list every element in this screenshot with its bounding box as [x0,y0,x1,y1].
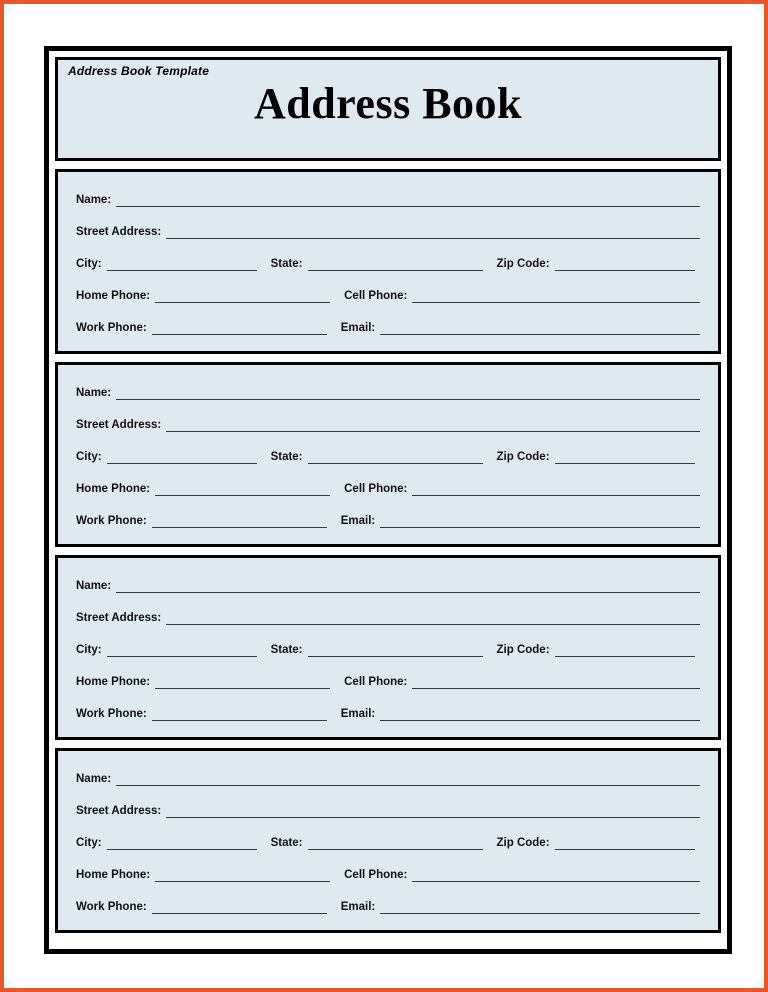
home-phone-input[interactable] [155,868,330,882]
template-label: Address Book Template [68,64,210,78]
document-header [55,57,721,161]
email-label: Email: [340,515,376,527]
field-row-home-cell-phone [76,286,700,303]
address-entry [55,555,721,740]
name-input[interactable] [116,579,700,593]
cell-phone-label: Cell Phone: [344,676,408,688]
cell-phone-label: Cell Phone: [344,290,408,302]
field-row-city-state-zip [76,254,700,271]
field-row-city-state-zip [76,833,700,850]
field-row-name [76,190,700,207]
street-address-label: Street Address: [76,805,162,817]
zip-code-input[interactable] [555,257,695,271]
street-address-input[interactable] [166,225,700,239]
cell-phone-label: Cell Phone: [344,869,408,881]
work-phone-input[interactable] [152,321,327,335]
zip-code-label: Zip Code: [496,644,550,656]
work-phone-input[interactable] [152,707,327,721]
state-label: State: [270,644,303,656]
email-input[interactable] [380,514,700,528]
field-row-home-cell-phone [76,672,700,689]
email-label: Email: [340,708,376,720]
home-phone-label: Home Phone: [76,483,151,495]
field-row-city-state-zip [76,447,700,464]
work-phone-label: Work Phone: [76,322,147,334]
address-entry [55,748,721,933]
field-row-city-state-zip [76,640,700,657]
street-address-label: Street Address: [76,612,162,624]
field-row-work-phone-email [76,511,700,528]
field-row-work-phone-email [76,318,700,335]
home-phone-label: Home Phone: [76,676,151,688]
email-input[interactable] [380,900,700,914]
work-phone-label: Work Phone: [76,515,147,527]
name-label: Name: [76,387,112,399]
street-address-label: Street Address: [76,226,162,238]
work-phone-input[interactable] [152,900,327,914]
city-label: City: [76,451,102,463]
field-row-home-cell-phone [76,865,700,882]
city-input[interactable] [107,643,257,657]
state-label: State: [270,837,303,849]
field-row-home-cell-phone [76,479,700,496]
name-label: Name: [76,580,112,592]
field-row-work-phone-email [76,897,700,914]
address-entry [55,169,721,354]
home-phone-label: Home Phone: [76,869,151,881]
email-input[interactable] [380,321,700,335]
home-phone-input[interactable] [155,675,330,689]
state-input[interactable] [308,643,483,657]
city-input[interactable] [107,450,257,464]
street-address-input[interactable] [166,611,700,625]
cell-phone-label: Cell Phone: [344,483,408,495]
cell-phone-input[interactable] [412,868,700,882]
field-row-street-address [76,222,700,239]
address-entry [55,362,721,547]
zip-code-label: Zip Code: [496,258,550,270]
name-label: Name: [76,194,112,206]
city-input[interactable] [107,257,257,271]
cell-phone-input[interactable] [412,482,700,496]
state-input[interactable] [308,257,483,271]
home-phone-label: Home Phone: [76,290,151,302]
street-address-input[interactable] [166,418,700,432]
name-input[interactable] [116,193,700,207]
work-phone-input[interactable] [152,514,327,528]
page-title: Address Book [253,79,523,128]
email-input[interactable] [380,707,700,721]
zip-code-input[interactable] [555,450,695,464]
state-input[interactable] [308,836,483,850]
name-input[interactable] [116,386,700,400]
street-address-input[interactable] [166,804,700,818]
field-row-street-address [76,608,700,625]
field-row-name [76,769,700,786]
address-book-sheet [44,46,732,954]
field-row-street-address [76,801,700,818]
state-label: State: [270,258,303,270]
home-phone-input[interactable] [155,289,330,303]
zip-code-input[interactable] [555,836,695,850]
city-input[interactable] [107,836,257,850]
name-label: Name: [76,773,112,785]
state-label: State: [270,451,303,463]
street-address-label: Street Address: [76,419,162,431]
home-phone-input[interactable] [155,482,330,496]
field-row-work-phone-email [76,704,700,721]
field-row-street-address [76,415,700,432]
work-phone-label: Work Phone: [76,901,147,913]
work-phone-label: Work Phone: [76,708,147,720]
city-label: City: [76,837,102,849]
zip-code-label: Zip Code: [496,837,550,849]
email-label: Email: [340,322,376,334]
city-label: City: [76,644,102,656]
email-label: Email: [340,901,376,913]
zip-code-label: Zip Code: [496,451,550,463]
cell-phone-input[interactable] [412,289,700,303]
state-input[interactable] [308,450,483,464]
zip-code-input[interactable] [555,643,695,657]
field-row-name [76,576,700,593]
city-label: City: [76,258,102,270]
name-input[interactable] [116,772,700,786]
cell-phone-input[interactable] [412,675,700,689]
field-row-name [76,383,700,400]
